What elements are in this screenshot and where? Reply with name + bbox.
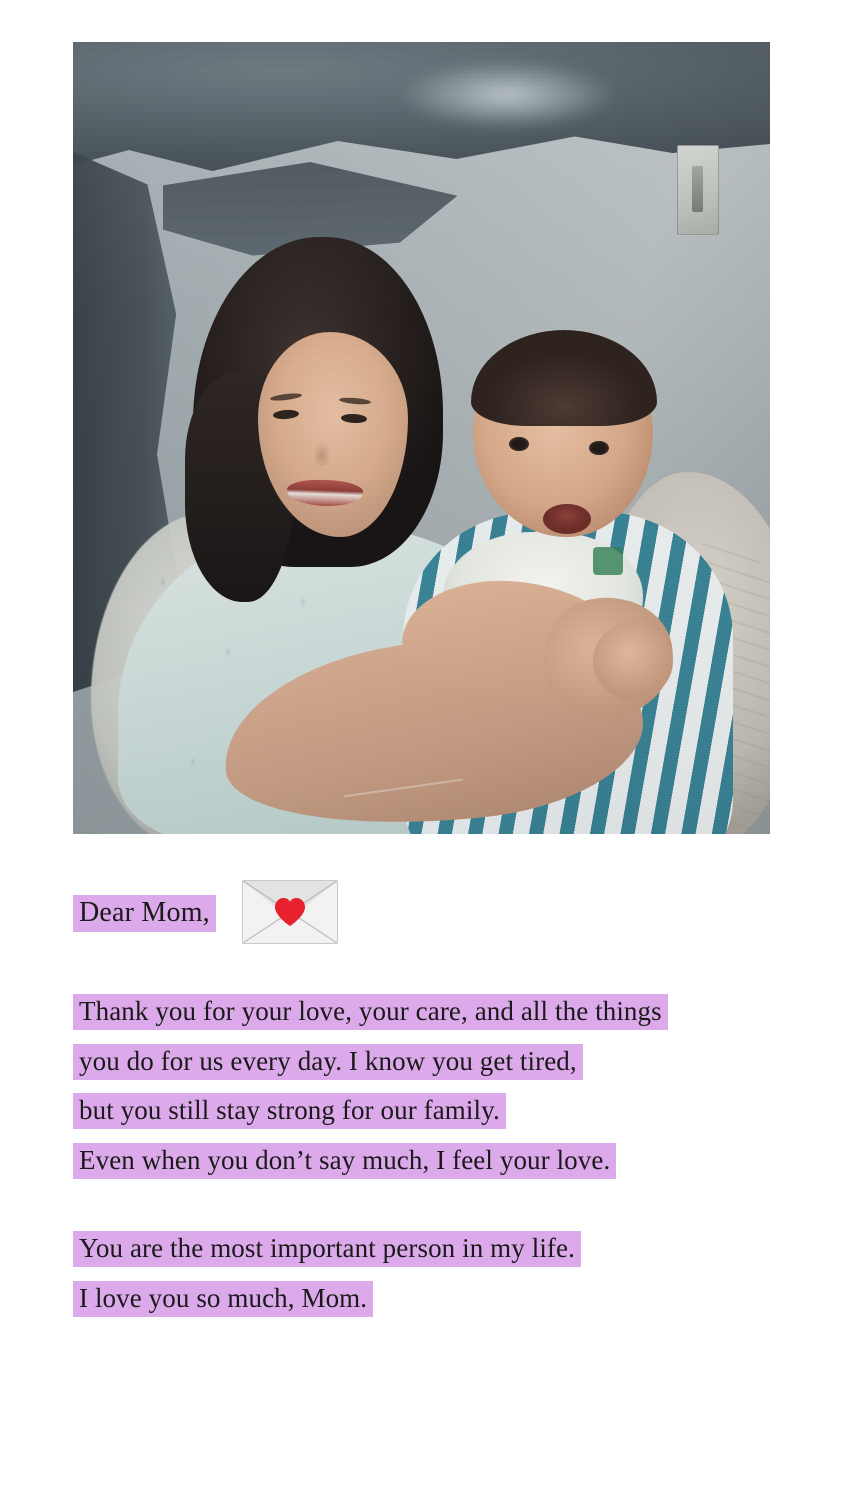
light-switch-plate <box>677 145 719 235</box>
letter-line: Even when you don’t say much, I feel your love. <box>73 1139 773 1183</box>
family-photo <box>73 42 770 834</box>
baby-hand <box>593 622 673 700</box>
baby-eye-right <box>585 438 613 458</box>
letter-line: I love you so much, Mom. <box>73 1277 773 1321</box>
mother-nose <box>309 432 335 466</box>
paragraph-2 <box>73 1227 773 1320</box>
letter-line: You are the most important person in my life. <box>73 1227 773 1271</box>
letter-line: but you still stay strong for our family. <box>73 1089 773 1133</box>
letter-line: Thank you for your love, your care, and all the things <box>73 990 773 1034</box>
baby-mouth <box>543 504 591 534</box>
love-letter-emoji <box>242 880 338 944</box>
baby-bib-patch <box>593 547 623 575</box>
salutation <box>73 895 216 930</box>
salutation-text: Dear Mom, <box>73 895 216 932</box>
letter-body <box>73 880 773 1328</box>
letter-line: you do for us every day. I know you get tired, <box>73 1040 773 1084</box>
paragraph-1 <box>73 990 773 1183</box>
photo-top-highlight <box>403 60 663 130</box>
heart-icon <box>274 897 306 927</box>
baby-eye-left <box>505 434 533 454</box>
paragraph-spacer <box>73 1191 773 1227</box>
salutation-row <box>73 880 773 944</box>
